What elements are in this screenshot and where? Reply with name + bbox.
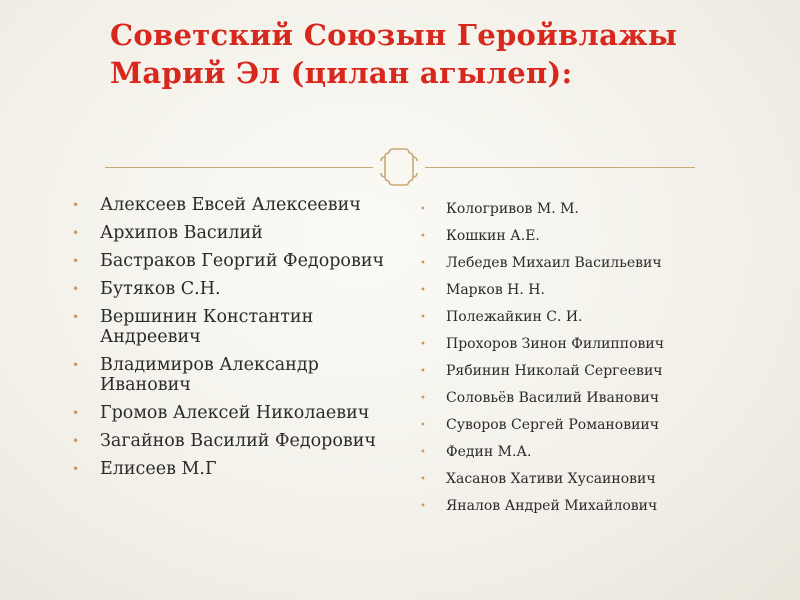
list-item-text: Рябинин Николай Сергеевич — [446, 363, 663, 379]
list-item-text: Полежайкин С. И. — [446, 309, 583, 325]
bullet-icon: • — [420, 393, 426, 404]
list-item — [60, 459, 390, 479]
bullet-icon: • — [420, 204, 426, 215]
list-item-text: Федин М.А. — [446, 444, 532, 460]
list-item — [60, 251, 390, 271]
left-names-list — [60, 195, 390, 487]
slide-title-line-2: Марий Эл (цилан агылеп): — [110, 56, 573, 90]
list-item — [418, 498, 748, 515]
list-item-text: Алексеев Евсей Алексеевич — [100, 195, 361, 215]
list-item — [418, 201, 748, 218]
list-item — [418, 309, 748, 326]
list-item — [418, 444, 748, 461]
bullet-icon: • — [420, 501, 426, 512]
list-item — [60, 431, 390, 451]
bullet-icon: • — [420, 420, 426, 431]
bullet-icon: • — [72, 226, 80, 240]
list-item — [418, 417, 748, 434]
list-item — [60, 279, 390, 299]
decorative-frame-icon — [377, 147, 421, 187]
list-item-text: Соловьёв Василий Иванович — [446, 390, 660, 406]
title-divider-right — [425, 167, 695, 168]
title-divider-left — [105, 167, 373, 168]
list-item-text: Архипов Василий — [100, 223, 263, 243]
list-item — [60, 355, 390, 395]
list-item-text: Владимиров Александр Иванович — [100, 355, 319, 395]
list-item — [418, 471, 748, 488]
slide-title-line-1: Советский Союзын Геройвлажы — [110, 18, 678, 52]
list-item-text: Яналов Андрей Михайлович — [446, 498, 658, 514]
list-item-text: Елисеев М.Г — [100, 459, 217, 479]
list-item — [418, 336, 748, 353]
bullet-icon: • — [72, 462, 80, 476]
list-item — [418, 228, 748, 245]
list-item-text: Хасанов Хативи Хусаинович — [446, 471, 656, 487]
list-item — [60, 307, 390, 347]
list-item — [418, 390, 748, 407]
list-item-text: Загайнов Василий Федорович — [100, 431, 377, 451]
list-item-text: Громов Алексей Николаевич — [100, 403, 370, 423]
slide-title — [110, 16, 710, 92]
list-item — [60, 403, 390, 423]
bullet-icon: • — [420, 447, 426, 458]
list-item-text: Бутяков С.Н. — [100, 279, 221, 299]
bullet-icon: • — [420, 339, 426, 350]
bullet-icon: • — [72, 282, 80, 296]
list-item — [60, 195, 390, 215]
list-item-text: Лебедев Михаил Васильевич — [446, 255, 662, 271]
bullet-icon: • — [420, 285, 426, 296]
list-item-text: Вершинин Константин Андреевич — [100, 307, 314, 347]
list-item — [418, 255, 748, 272]
bullet-icon: • — [420, 258, 426, 269]
bullet-icon: • — [72, 198, 80, 212]
bullet-icon: • — [420, 312, 426, 323]
bullet-icon: • — [72, 406, 80, 420]
list-item — [418, 282, 748, 299]
list-item-text: Марков Н. Н. — [446, 282, 545, 298]
list-item-text: Прохоров Зинон Филиппович — [446, 336, 664, 352]
list-item — [60, 223, 390, 243]
bullet-icon: • — [420, 474, 426, 485]
list-item — [418, 363, 748, 380]
bullet-icon: • — [420, 366, 426, 377]
list-item-text: Кологривов М. М. — [446, 201, 579, 217]
list-item-text: Кошкин А.Е. — [446, 228, 540, 244]
bullet-icon: • — [72, 254, 80, 268]
bullet-icon: • — [72, 310, 80, 324]
bullet-icon: • — [72, 434, 80, 448]
right-names-list — [418, 201, 748, 525]
list-item-text: Суворов Сергей Романовиич — [446, 417, 659, 433]
bullet-icon: • — [72, 358, 80, 372]
bullet-icon: • — [420, 231, 426, 242]
list-item-text: Бастраков Георгий Федорович — [100, 251, 385, 271]
